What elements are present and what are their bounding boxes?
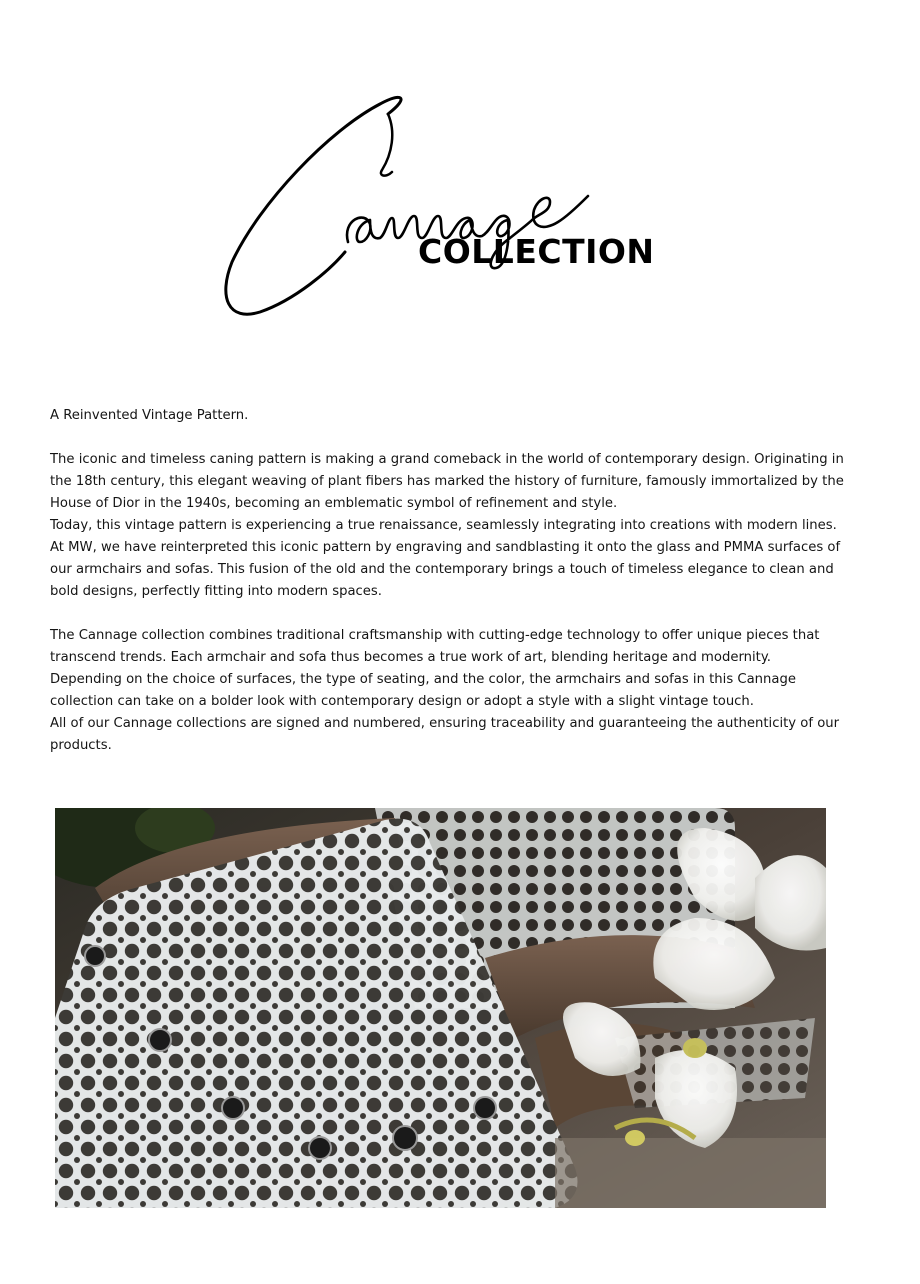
paragraph: The iconic and timeless caning pattern is making a grand comeback in the world of contemporary design. Originating in the 18th century, this elegant weaving of plant fibers has marked the history of furniture, famously immortalized by the House of Dior in the 1940s, becoming an emblematic symbol of refinement and style.: [50, 452, 844, 511]
collection-logo: [220, 92, 670, 322]
paragraph: Today, this vintage pattern is experiencing a true renaissance, seamlessly integrating into creations with modern lines.: [50, 518, 837, 533]
paragraph: The Cannage collection combines traditional craftsmanship with cutting-edge technology to offer unique pieces that transcend trends. Each armchair and sofa thus becomes a true work of art, blending heritage and modernity.: [50, 628, 820, 665]
logo-collection-word: COLLECTION: [418, 232, 655, 271]
paragraph: All of our Cannage collections are signed and numbered, ensuring traceability and guaranteeing the authenticity of our products.: [50, 716, 840, 753]
cannage-armchair-image: [55, 808, 826, 1208]
product-photo: [55, 808, 826, 1208]
article-headline: A Reinvented Vintage Pattern.: [50, 408, 249, 423]
paragraph: Depending on the choice of surfaces, the type of seating, and the color, the armchairs and sofas in this Cannage collection can take on a bolder look with contemporary design or adopt a style with a slight vintage touch.: [50, 672, 796, 709]
cannage-script-logo: [220, 92, 670, 322]
article-body: [50, 405, 850, 757]
paragraph: At MW, we have reinterpreted this iconic pattern by engraving and sandblasting it onto the glass and PMMA surfaces of our armchairs and sofas. This fusion of the old and the contemporary brings a touch of timeless elegance to clean and bold designs, perfectly fitting into modern spaces.: [50, 540, 841, 599]
